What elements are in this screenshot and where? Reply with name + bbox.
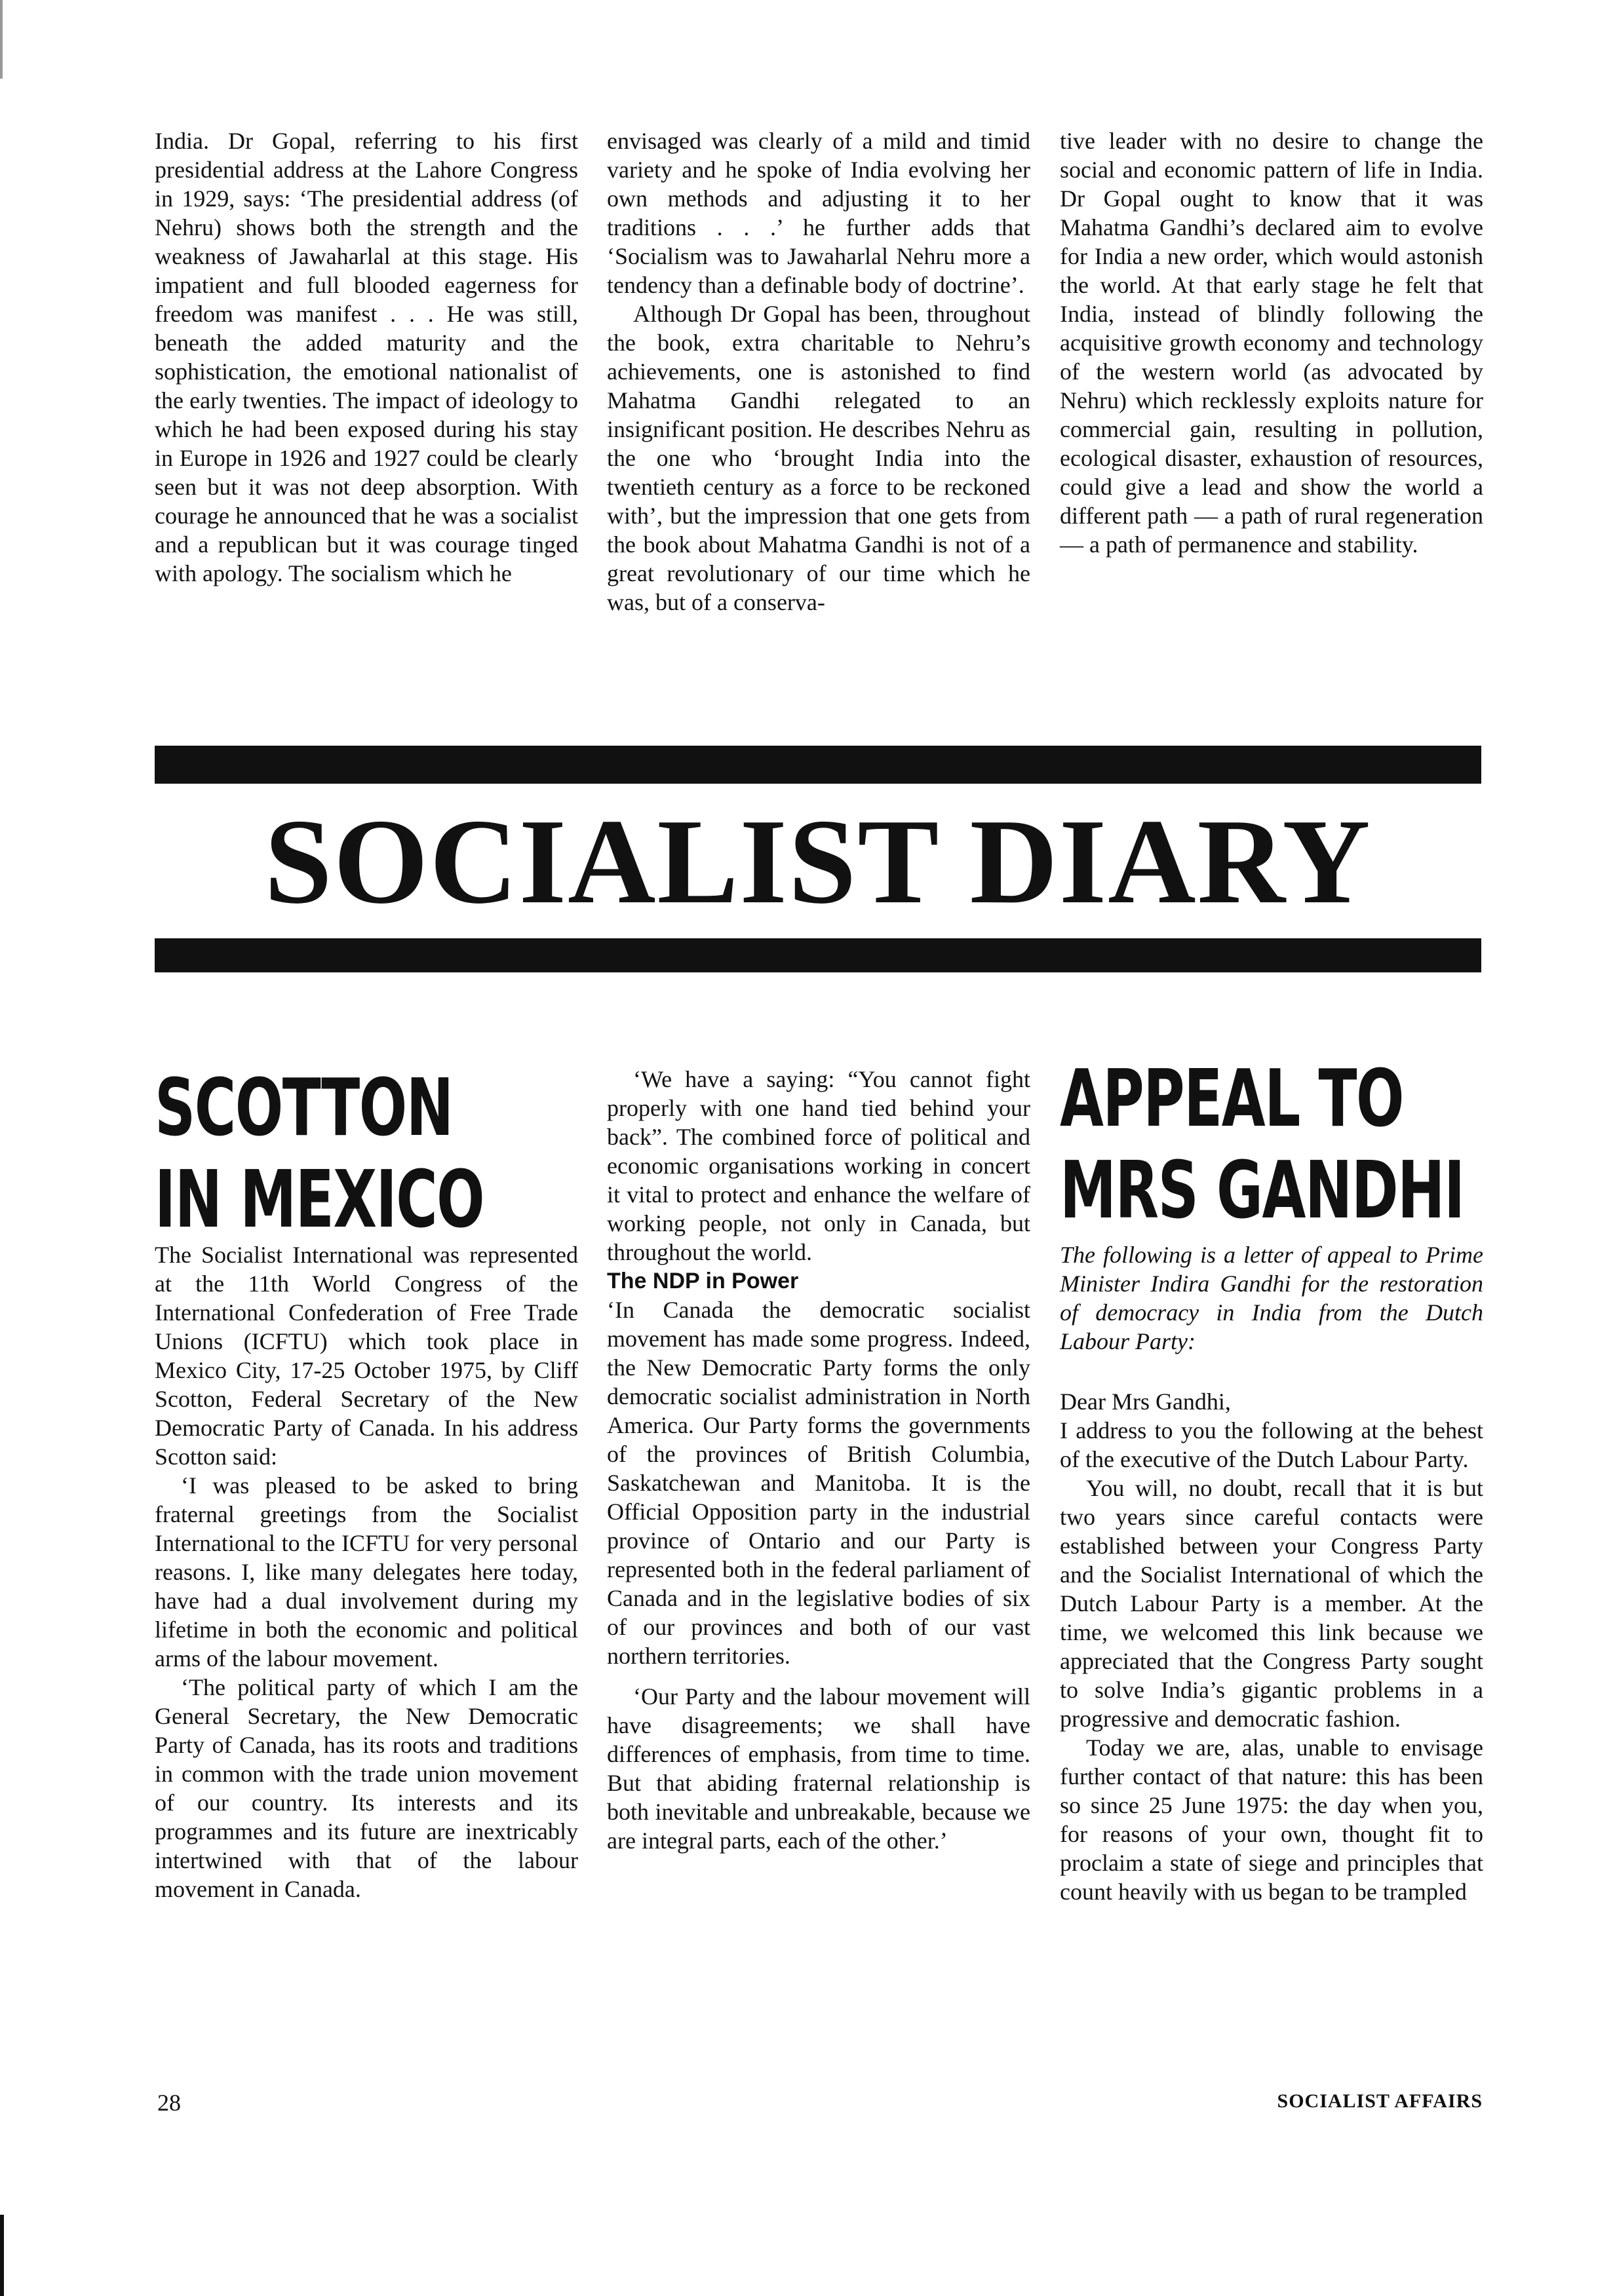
top-article-column-3 [1060,126,1483,559]
publication-name: SOCIALIST AFFAIRS [1277,2090,1483,2112]
paragraph: ‘Our Party and the labour movement will have disagreements; we shall have differences of emphasis, from time to time. But that abiding fraternal relationship is both inevitable and unbreakable, because we are integral parts, each of the other.’ [607,1683,1030,1854]
paragraph: ‘In Canada the democratic socialist movement has made some progress. Indeed, the New Democratic Party forms the only democratic socialist administration in North America. Our Party forms the governments of the provinces of British Columbia, Saskatchewan and Manitoba. It is the Official Opposition party in the industrial province of Ontario and our Party is represented both in the federal parliament of Canada and in the legislative bodies of six of our provinces and both of our vast northern territories. [607,1297,1030,1669]
headline-line: MRS GANDHI [1060,1145,1464,1236]
paragraph: The Socialist International was represented at the 11th World Congress of the International Confederation of Free Trade Unions (ICFTU) which took place in Mexico City, 17-25 October 1975, by Cliff Scotton, Federal Secretary of the New Democratic Party of Canada. In his address Scotton said: [155,1242,578,1470]
scotton-column-2 [607,1065,1030,1855]
paragraph: India. Dr Gopal, referring to his first presidential address at the Lahore Congress in 1929, says: ‘The presidential address (of Nehru) shows both the strength and the weakness of Jawaharlal at this stage. His impatient and full blooded eagerness for freedom was manifest . . . He was still, beneath the added maturity and the sophistication, the emotional nationalist of the early twenties. The impact of ideology to which he had been exposed during his stay in Europe in 1926 and 1927 could be clearly seen but it was not deep absorption. With courage he announced that he was a socialist and a republican but it was courage tinged with apology. The socialism which he [155,128,578,586]
section-rule-bottom [155,938,1481,972]
salutation: Dear Mrs Gandhi, [1060,1388,1231,1415]
paragraph: ‘We have a saying: “You cannot fight properly with one hand tied behind your back”. The combined force of political and economic organisations working in concert it vital to protect and enhance the welfare of working people, not only in Canada, but throughout the world. [607,1066,1030,1265]
top-article-column-1 [155,126,578,588]
appeal-headline [1060,1054,1464,1237]
headline-line: APPEAL TO [1060,1054,1403,1145]
paragraph: You will, no doubt, recall that it is but two years since careful contacts were established between your Congress Party and the Socialist International of which the Dutch Labour Party is a member. At the time, we welcomed this link because we appreciated that the Congress Party sought to solve India’s gigantic problems in a progressive and democratic fashion. [1060,1475,1483,1732]
headline-line: SCOTTON [155,1063,453,1154]
paragraph: I address to you the following at the behest of the executive of the Dutch Labour Party. [1060,1417,1483,1472]
scan-margin-mark [0,2215,4,2296]
paragraph: ‘I was pleased to be asked to bring fraternal greetings from the Socialist International to the ICFTU for very personal reasons. I, like many delegates here today, have had a dual involvement during my lifetime in both the economic and political arms of the labour movement. [155,1472,578,1672]
paragraph: Today we are, alas, unable to envisage further contact of that nature: this has been so since 25 June 1975: the day when you, for reasons of your own, thought fit to proclaim a state of siege and principles that count heavily with us began to be trampled [1060,1734,1483,1905]
scotton-column-1 [155,1240,578,1904]
top-article-column-2 [607,126,1030,617]
scan-edge-mark [0,0,3,79]
headline-line: IN MEXICO [155,1155,484,1246]
page-number: 28 [157,2090,181,2116]
subheading: The NDP in Power [607,1269,799,1293]
paragraph: tive leader with no desire to change the social and economic pattern of life in India. Dr Gopal ought to know that it was Mahatma Gandhi’s declared aim to evolve for India a new order, which would astonish the world. At that early stage he felt that India, instead of blindly following the acquisitive growth economy and technology of the western world (as advocated by Nehru) which recklessly exploits nature for commercial gain, resulting in pollution, ecological disaster, exhaustion of resources, could give a lead and show the world a different path — a path of rural regeneration — a path of permanence and stability. [1060,128,1483,558]
scotton-headline [155,1063,484,1246]
section-title: SOCIALIST DIARY [264,794,1372,929]
intro-note: The following is a letter of appeal to Prime Minister Indira Gandhi for the restoration of democracy in India from the Dutch Labour Party: [1060,1242,1483,1354]
paragraph: ‘The political party of which I am the General Secretary, the New Democratic Party of Canada, has its roots and traditions in common with the trade union movement of our country. Its interests and its programmes and its future are inextricably intertwined with that of the labour movement in Canada. [155,1674,578,1902]
section-rule-top [155,746,1481,784]
appeal-column [1060,1240,1483,1906]
paragraph: envisaged was clearly of a mild and timid variety and he spoke of India evolving her own methods and adjusting it to her traditions . . .’ he further adds that ‘Socialism was to Jawaharlal Nehru more a tendency than a definable body of doctrine’. [607,128,1030,298]
paragraph: Although Dr Gopal has been, throughout the book, extra charitable to Nehru’s achievements, one is astonished to find Mahatma Gandhi relegated to an insignificant position. He describes Nehru as the one who ‘brought India into the twentieth century as a force to be reckoned with’, but the impression that one gets from the book about Mahatma Gandhi is not of a great revolutionary of our time which he was, but of a conserva- [607,301,1030,615]
